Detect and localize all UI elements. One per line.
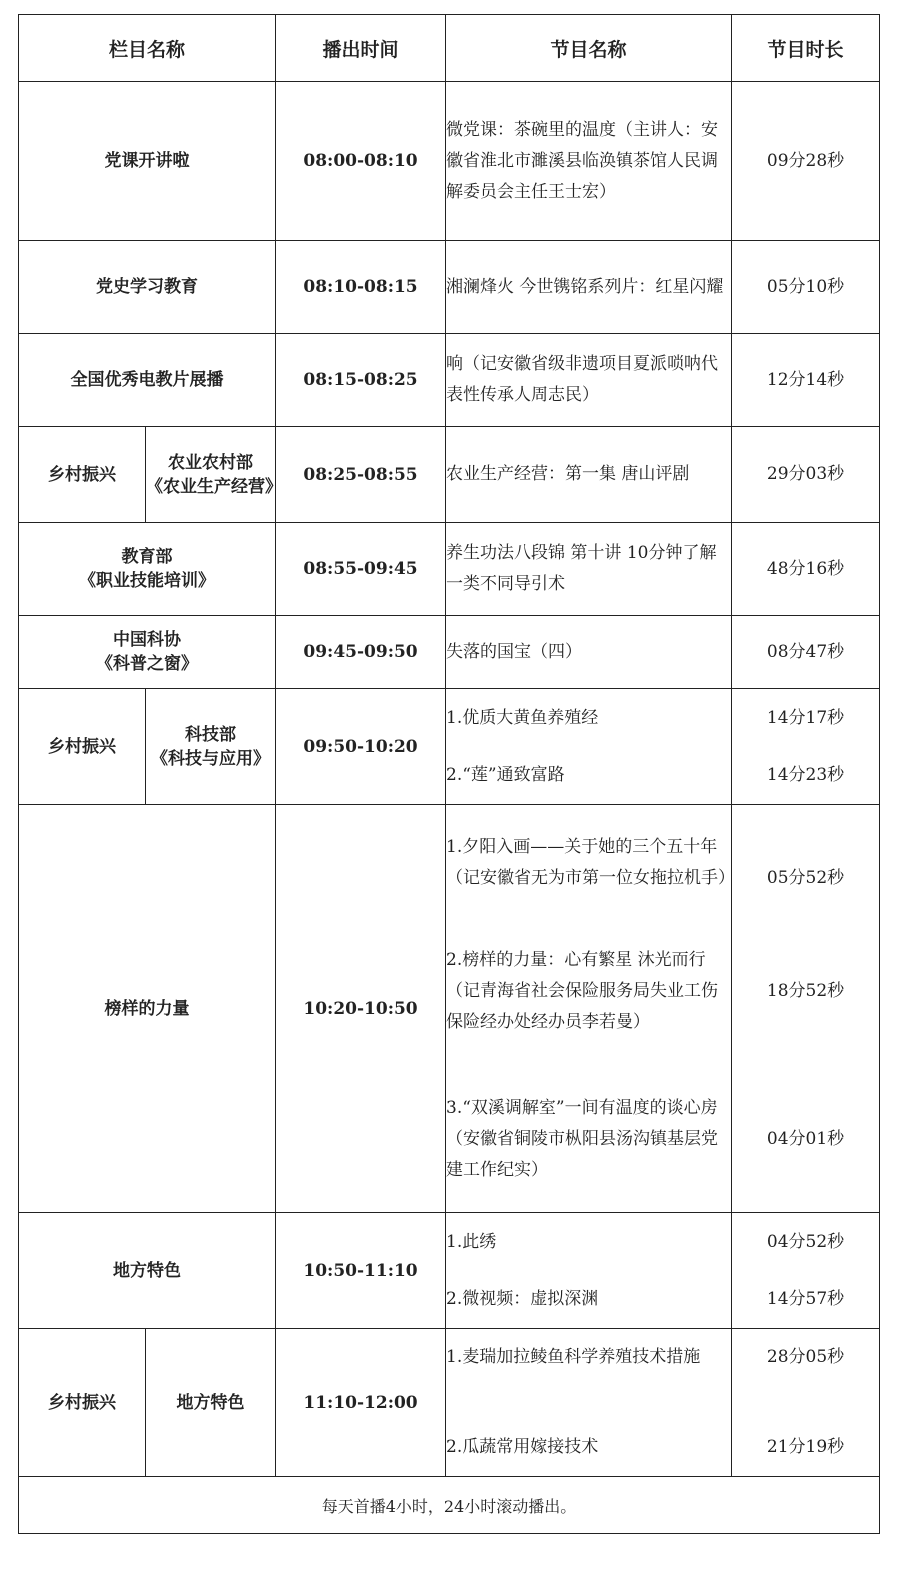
column-name-line: 中国科协 <box>113 630 181 650</box>
schedule-table <box>18 14 880 1534</box>
sub-column-line: 科技部 <box>185 724 236 745</box>
air-time: 08:55-09:45 <box>276 523 446 616</box>
program-duration: 29分03秒 <box>732 427 880 523</box>
column-name-line: 《职业技能培训》 <box>79 571 215 591</box>
column-name: 地方特色 <box>19 1213 276 1329</box>
table-row <box>19 1329 880 1477</box>
header-column-name: 栏目名称 <box>19 15 276 82</box>
program-list <box>446 1329 732 1477</box>
program-duration: 21分19秒 <box>766 1437 845 1457</box>
program-title: 3.“双溪调解室”一间有温度的谈心房（安徽省铜陵市枞阳县汤沟镇基层党建工作纪实） <box>446 1097 719 1180</box>
header-duration: 节目时长 <box>732 15 880 82</box>
program-title: 1.此绣 <box>446 1231 497 1252</box>
program-title: 1.麦瑞加拉鲮鱼科学养殖技术措施 <box>446 1347 701 1367</box>
column-name-line: 《科普之窗》 <box>96 654 198 674</box>
program-title: 农业生产经营：第一集 唐山评剧 <box>446 427 732 523</box>
program-title: 响（记安徽省级非遗项目夏派唢呐代表性传承人周志民） <box>446 334 732 427</box>
program-title: 微党课：茶碗里的温度（主讲人：安徽省淮北市濉溪县临涣镇茶馆人民调解委员会主任王士宏） <box>446 82 732 241</box>
table-row <box>19 334 880 427</box>
program-duration: 08分47秒 <box>732 616 880 689</box>
program-duration: 04分52秒 <box>766 1231 845 1252</box>
air-time: 11:10-12:00 <box>276 1329 446 1477</box>
program-title: 2.瓜蔬常用嫁接技术 <box>446 1437 599 1457</box>
program-duration: 05分52秒 <box>766 867 845 888</box>
table-row <box>19 616 880 689</box>
program-duration: 05分10秒 <box>732 241 880 334</box>
air-time: 09:50-10:20 <box>276 689 446 805</box>
column-name: 榜样的力量 <box>19 805 276 1213</box>
sub-column-name <box>146 689 276 805</box>
sub-column-name <box>146 427 282 523</box>
air-time: 08:15-08:25 <box>276 334 446 427</box>
program-title: 2.榜样的力量：心有繁星 沐光而行（记青海省社会保险服务局失业工伤保险经办处经办员李若曼） <box>446 949 719 1032</box>
column-name: 乡村振兴 <box>19 1329 146 1477</box>
sub-column-line: 《科技与应用》 <box>151 748 270 769</box>
program-duration: 14分17秒 <box>766 707 845 728</box>
air-time: 08:10-08:15 <box>276 241 446 334</box>
duration-list <box>732 689 880 805</box>
sub-column-line: 农业农村部 <box>168 452 253 473</box>
program-title: 2.微视频：虚拟深渊 <box>446 1288 599 1309</box>
program-duration: 18分52秒 <box>766 980 845 1001</box>
table-row <box>19 689 880 805</box>
program-title: 失落的国宝（四） <box>446 616 732 689</box>
header-air-time: 播出时间 <box>276 15 446 82</box>
air-time: 09:45-09:50 <box>276 616 446 689</box>
sub-column-name: 地方特色 <box>146 1329 276 1477</box>
column-name: 全国优秀电教片展播 <box>19 334 276 427</box>
table-row <box>19 241 880 334</box>
sub-column-line: 《农业生产经营》 <box>146 476 282 497</box>
program-duration: 12分14秒 <box>732 334 880 427</box>
program-list <box>446 689 732 805</box>
program-duration: 04分01秒 <box>766 1128 845 1149</box>
column-name <box>19 523 276 616</box>
program-title: 1.夕阳入画——关于她的三个五十年（记安徽省无为市第一位女拖拉机手） <box>446 836 736 888</box>
table-row <box>19 805 880 1213</box>
duration-list <box>732 805 880 1213</box>
air-time: 10:50-11:10 <box>276 1213 446 1329</box>
air-time: 08:25-08:55 <box>276 427 446 523</box>
program-title: 湘澜烽火 今世镌铭系列片：红星闪耀 <box>446 241 732 334</box>
program-duration: 14分23秒 <box>766 764 845 785</box>
footer-row <box>19 1477 880 1534</box>
footer-note: 每天首播4小时，24小时滚动播出。 <box>19 1477 880 1534</box>
column-name: 乡村振兴 <box>19 427 146 523</box>
table-row <box>19 1213 880 1329</box>
table-row <box>19 523 880 616</box>
column-name: 党课开讲啦 <box>19 82 276 241</box>
table-row <box>19 427 880 523</box>
program-list <box>446 1213 732 1329</box>
program-duration: 14分57秒 <box>766 1288 845 1309</box>
table-row <box>19 82 880 241</box>
duration-list <box>732 1213 880 1329</box>
program-duration: 09分28秒 <box>732 82 880 241</box>
program-title: 2.“莲”通致富路 <box>446 764 565 785</box>
air-time: 10:20-10:50 <box>276 805 446 1213</box>
air-time: 08:00-08:10 <box>276 82 446 241</box>
program-title: 养生功法八段锦 第十讲 10分钟了解一类不同导引术 <box>446 523 732 616</box>
program-duration: 48分16秒 <box>732 523 880 616</box>
header-row <box>19 15 880 82</box>
column-name: 乡村振兴 <box>19 689 146 805</box>
column-name-line: 教育部 <box>121 547 173 567</box>
duration-list <box>732 1329 880 1477</box>
program-title: 1.优质大黄鱼养殖经 <box>446 707 599 728</box>
column-name: 党史学习教育 <box>19 241 276 334</box>
column-name <box>19 616 276 689</box>
header-program-name: 节目名称 <box>446 15 732 82</box>
program-list <box>446 805 736 1213</box>
program-duration: 28分05秒 <box>766 1347 845 1367</box>
